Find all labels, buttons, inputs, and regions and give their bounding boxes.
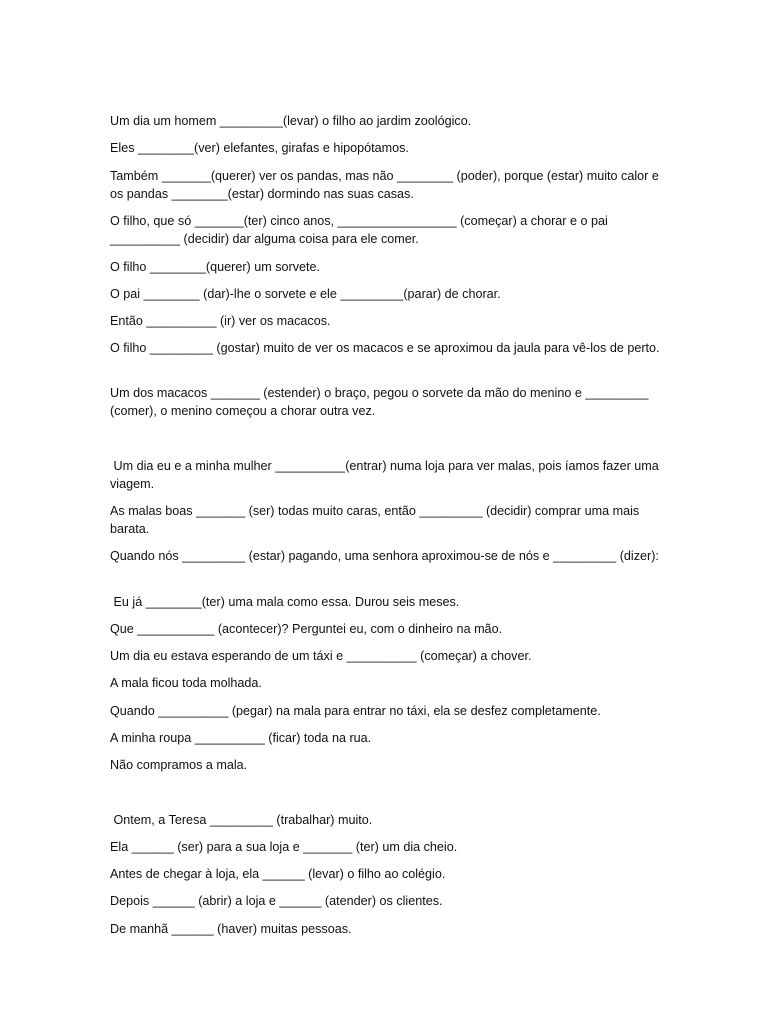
exercise-sentence: O filho ________(querer) um sorvete. — [110, 260, 321, 274]
exercise-sentence: Um dia eu estava esperando de um táxi e __________ (começar) a chover. — [110, 649, 532, 663]
exercise-sentence: Depois ______ (abrir) a loja e ______ (atender) os clientes. — [110, 894, 443, 908]
exercise-sentence: Eles ________(ver) elefantes, girafas e hipopótamos. — [110, 141, 409, 155]
exercise-sentence: Um dos macacos _______ (estender) o braço, pegou o sorvete da mão do menino e _________ (comer), o menino começou a chorar outra vez. — [110, 386, 652, 418]
exercise-sentence: Também _______(querer) ver os pandas, mas não ________ (poder), porque (estar) muito calor e os pandas ________(estar) dormindo nas suas casas. — [110, 169, 663, 201]
exercise-sentence: Eu já ________(ter) uma mala como essa. Durou seis meses. — [110, 595, 460, 609]
exercise-sentence: A mala ficou toda molhada. — [110, 676, 262, 690]
exercise-sentence: De manhã ______ (haver) muitas pessoas. — [110, 922, 352, 936]
exercise-sentence: O filho, que só _______(ter) cinco anos, _________________ (começar) a chorar e o pai __________ (decidir) dar alguma coisa para ele comer. — [110, 214, 612, 246]
exercise-sentence: O pai ________ (dar)-lhe o sorvete e ele _________(parar) de chorar. — [110, 287, 501, 301]
exercise-sentence: Ontem, a Teresa _________ (trabalhar) muito. — [110, 813, 373, 827]
exercise-sentence: Quando __________ (pegar) na mala para entrar no táxi, ela se desfez completamente. — [110, 704, 601, 718]
exercise-sentence: Que ___________ (acontecer)? Perguntei eu, com o dinheiro na mão. — [110, 622, 503, 636]
exercise-sentence: Um dia eu e a minha mulher __________(entrar) numa loja para ver malas, pois íamos fazer uma viagem. — [110, 459, 663, 491]
exercise-sentence: Então __________ (ir) ver os macacos. — [110, 314, 331, 328]
exercise-sentence: Ela ______ (ser) para a sua loja e _______ (ter) um dia cheio. — [110, 840, 458, 854]
exercise-sentence: A minha roupa __________ (ficar) toda na rua. — [110, 731, 372, 745]
exercise-sentence: Não compramos a mala. — [110, 758, 248, 772]
exercise-sentence: Quando nós _________ (estar) pagando, uma senhora aproximou-se de nós e _________ (dizer): — [110, 549, 659, 563]
exercise-sentence: As malas boas _______ (ser) todas muito caras, então _________ (decidir) comprar uma mais barata. — [110, 504, 643, 536]
exercise-sentence: Antes de chegar à loja, ela ______ (levar) o filho ao colégio. — [110, 867, 446, 881]
exercise-sentence: O filho _________ (gostar) muito de ver os macacos e se aproximou da jaula para vê-los de perto. — [110, 341, 660, 355]
exercise-sentence: Um dia um homem _________(levar) o filho ao jardim zoológico. — [110, 114, 472, 128]
